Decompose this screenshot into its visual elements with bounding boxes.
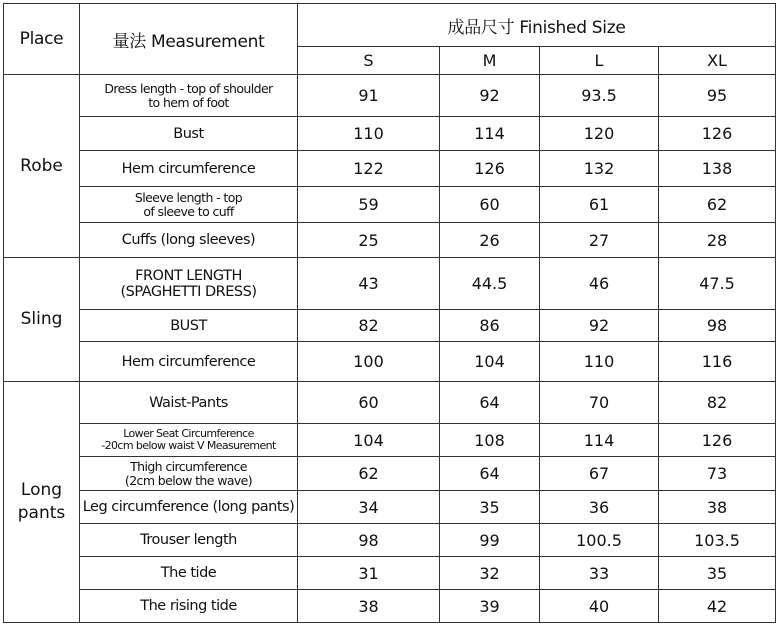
value-cell-xl: 47.5 (659, 258, 776, 310)
value-cell-xl: 62 (659, 187, 776, 223)
value-cell-l: 132 (540, 151, 659, 187)
measurement-cell (80, 310, 298, 342)
place-cell: Robe (4, 75, 80, 258)
value-cell-l: 67 (540, 457, 659, 491)
value-cell-xl: 82 (659, 382, 776, 424)
measurement-cell (80, 491, 298, 524)
measurement-cell (80, 258, 298, 310)
table-row (4, 151, 776, 187)
value-cell-s: 82 (298, 310, 440, 342)
value-cell-m: 44.5 (440, 258, 540, 310)
value-cell-l: 40 (540, 590, 659, 623)
value-cell-m: 108 (440, 424, 540, 457)
value-cell-s: 100 (298, 342, 440, 382)
value-cell-l: 33 (540, 557, 659, 590)
measurement-label-line: Trouser length (140, 532, 237, 548)
value-cell-xl: 126 (659, 424, 776, 457)
table-row (4, 557, 776, 590)
measurement-label-line: The tide (160, 565, 217, 581)
size-chart-table (3, 3, 776, 623)
value-cell-xl: 138 (659, 151, 776, 187)
value-cell-s: 98 (298, 524, 440, 557)
measurement-label-line: Bust (173, 125, 204, 142)
measurement-cell (80, 524, 298, 557)
table-row (4, 310, 776, 342)
table-row (4, 223, 776, 258)
size-header-s: S (298, 47, 440, 75)
value-cell-xl: 35 (659, 557, 776, 590)
value-cell-xl: 42 (659, 590, 776, 623)
value-cell-xl: 73 (659, 457, 776, 491)
value-cell-xl: 28 (659, 223, 776, 258)
value-cell-m: 92 (440, 75, 540, 117)
value-cell-m: 26 (440, 223, 540, 258)
header-row (4, 4, 776, 47)
measurement-cell (80, 223, 298, 258)
measurement-label-line: The rising tide (140, 598, 237, 614)
value-cell-xl: 126 (659, 117, 776, 151)
place-cell: Sling (4, 258, 80, 382)
value-cell-s: 104 (298, 424, 440, 457)
value-cell-s: 91 (298, 75, 440, 117)
value-cell-m: 35 (440, 491, 540, 524)
measurement-label-line: Leg circumference (long pants) (82, 499, 295, 515)
place-header: Place (4, 4, 80, 75)
measurement-label-line: (2cm below the wave) (124, 472, 253, 488)
value-cell-m: 86 (440, 310, 540, 342)
value-cell-xl: 98 (659, 310, 776, 342)
table-row (4, 117, 776, 151)
table-row (4, 424, 776, 457)
table-row (4, 187, 776, 223)
value-cell-s: 110 (298, 117, 440, 151)
measurement-cell (80, 117, 298, 151)
table-row (4, 524, 776, 557)
place-cell: Long pants (4, 382, 80, 623)
value-cell-s: 43 (298, 258, 440, 310)
value-cell-xl: 116 (659, 342, 776, 382)
size-header-xl: XL (659, 47, 776, 75)
value-cell-m: 104 (440, 342, 540, 382)
table-row (4, 590, 776, 623)
table-row (4, 491, 776, 524)
measurement-label-line: Thigh circumference (130, 458, 247, 474)
measurement-label-line: Hem circumference (121, 160, 256, 177)
measurement-label-line: Waist-Pants (149, 394, 228, 411)
value-cell-m: 60 (440, 187, 540, 223)
value-cell-l: 93.5 (540, 75, 659, 117)
measurement-cell (80, 75, 298, 117)
finished-size-header: 成品尺寸 Finished Size (298, 4, 776, 47)
measurement-label-line: Cuffs (long sleeves) (121, 232, 256, 248)
value-cell-l: 114 (540, 424, 659, 457)
value-cell-l: 27 (540, 223, 659, 258)
value-cell-s: 122 (298, 151, 440, 187)
value-cell-l: 46 (540, 258, 659, 310)
value-cell-l: 36 (540, 491, 659, 524)
value-cell-l: 70 (540, 382, 659, 424)
value-cell-s: 60 (298, 382, 440, 424)
measurement-label-line: (SPAGHETTI DRESS) (120, 283, 257, 300)
value-cell-l: 110 (540, 342, 659, 382)
measurement-cell (80, 557, 298, 590)
measurement-label-line: -20cm below waist V Measurement (101, 439, 276, 452)
table-row (4, 457, 776, 491)
table-row (4, 342, 776, 382)
measurement-label-line: Lower Seat Circumference (123, 427, 254, 440)
value-cell-l: 61 (540, 187, 659, 223)
measurement-label-line: FRONT LENGTH (135, 267, 242, 284)
measurement-label-line: Sleeve length - top (134, 189, 243, 205)
measurement-label-line: to hem of foot (148, 94, 229, 110)
value-cell-s: 31 (298, 557, 440, 590)
value-cell-s: 38 (298, 590, 440, 623)
value-cell-s: 62 (298, 457, 440, 491)
measurement-label-line: Dress length - top of shoulder (104, 80, 273, 96)
measurement-cell (80, 342, 298, 382)
value-cell-m: 39 (440, 590, 540, 623)
measurement-cell (80, 590, 298, 623)
value-cell-m: 64 (440, 457, 540, 491)
table-row (4, 75, 776, 117)
table-row (4, 258, 776, 310)
measurement-cell (80, 382, 298, 424)
value-cell-xl: 38 (659, 491, 776, 524)
value-cell-m: 99 (440, 524, 540, 557)
measurement-label-line: BUST (170, 317, 207, 334)
measurement-cell (80, 187, 298, 223)
value-cell-m: 32 (440, 557, 540, 590)
value-cell-l: 100.5 (540, 524, 659, 557)
value-cell-s: 59 (298, 187, 440, 223)
measurement-cell (80, 457, 298, 491)
size-header-m: M (440, 47, 540, 75)
table-row (4, 382, 776, 424)
measurement-header: 量法 Measurement (80, 4, 298, 75)
measurement-cell (80, 151, 298, 187)
value-cell-l: 92 (540, 310, 659, 342)
measurement-label-line: of sleeve to cuff (143, 203, 234, 219)
value-cell-xl: 103.5 (659, 524, 776, 557)
value-cell-m: 114 (440, 117, 540, 151)
value-cell-l: 120 (540, 117, 659, 151)
value-cell-xl: 95 (659, 75, 776, 117)
value-cell-m: 126 (440, 151, 540, 187)
value-cell-s: 25 (298, 223, 440, 258)
measurement-label-line: Hem circumference (121, 353, 256, 370)
measurement-cell (80, 424, 298, 457)
value-cell-m: 64 (440, 382, 540, 424)
size-header-l: L (540, 47, 659, 75)
value-cell-s: 34 (298, 491, 440, 524)
